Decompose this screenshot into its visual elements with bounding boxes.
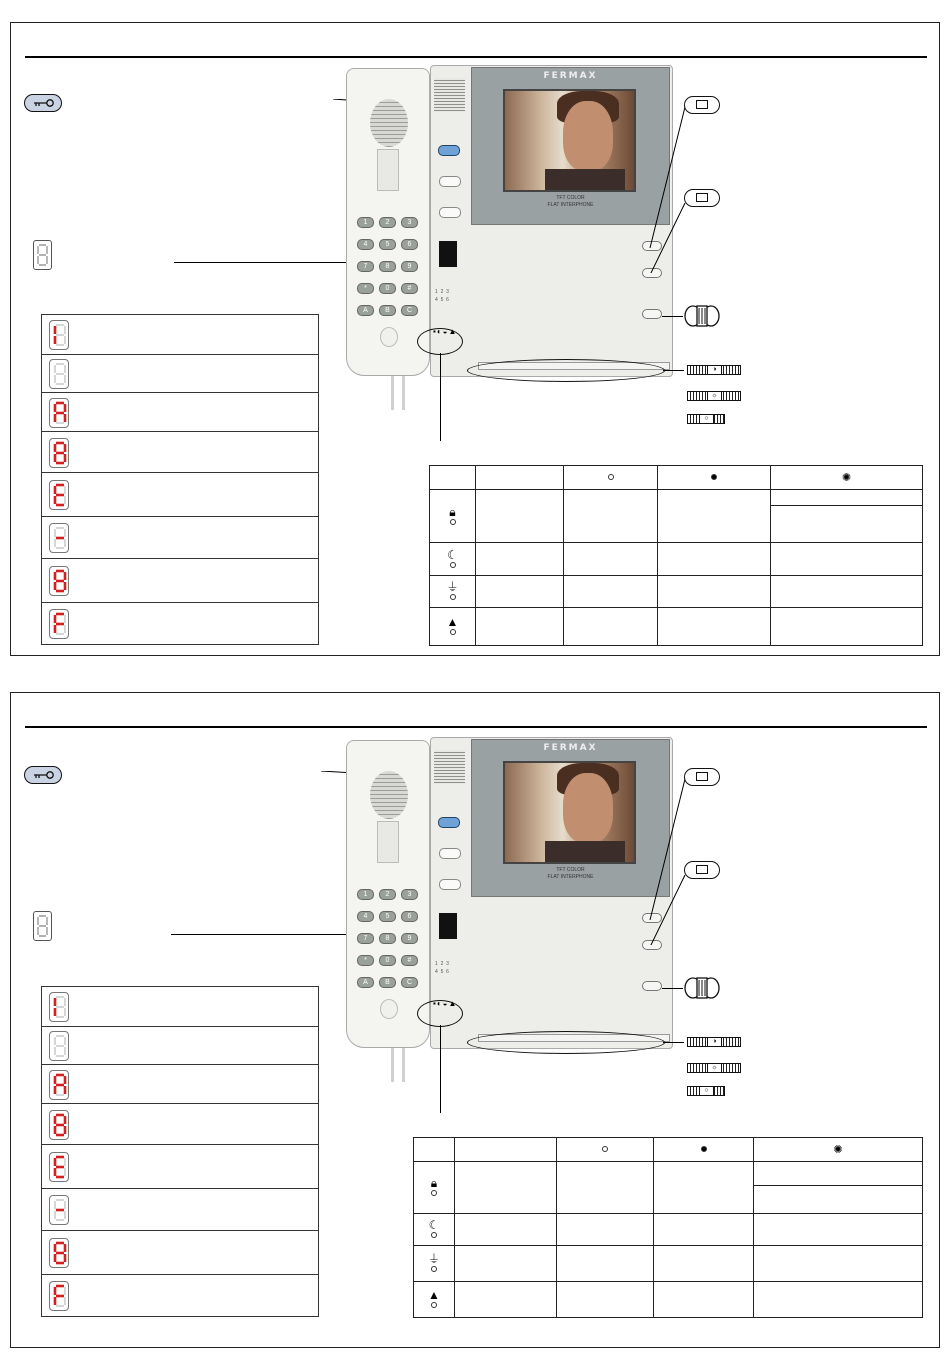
brand-logo: FERMAX — [543, 743, 598, 753]
display-code-d-icon — [49, 438, 69, 468]
keypad-key-8[interactable]: 8 — [379, 261, 396, 272]
moon-icon: ☾ — [428, 1218, 440, 1232]
monitor-button-icon — [684, 768, 720, 786]
led-off-indicator — [608, 474, 614, 480]
keypad-key-2[interactable]: 2 — [379, 889, 396, 900]
warning-icon: ▲ — [428, 1288, 440, 1302]
keypad-key-*[interactable]: * — [357, 955, 374, 966]
led-label-1: 1 — [435, 289, 438, 295]
keypad-key-A[interactable]: A — [357, 977, 374, 988]
display-code-dash-icon — [49, 523, 69, 553]
led-labels — [435, 288, 465, 306]
screen-caption-2: FLAT INTERPHONE — [547, 874, 594, 880]
brightness-slider-icon: ☼ — [687, 1063, 741, 1073]
led-callout-line — [440, 353, 441, 441]
keypad-key-1[interactable]: 1 — [357, 889, 374, 900]
door-key-button-icon — [24, 766, 62, 784]
keypad-key-#[interactable]: # — [401, 283, 418, 294]
screen-caption-2: FLAT INTERPHONE — [547, 202, 594, 208]
display-code-row — [42, 393, 318, 432]
display-code-table — [41, 314, 319, 645]
keypad-key-0[interactable]: 0 — [379, 955, 396, 966]
keypad-key-9[interactable]: 9 — [401, 261, 418, 272]
keypad-key-7[interactable]: 7 — [357, 261, 374, 272]
display-code-row — [42, 1231, 318, 1275]
display-segment-icon — [33, 911, 52, 941]
brightness-slider-icon: ☼ — [687, 391, 741, 401]
display-code-e-icon — [49, 1152, 69, 1182]
led-label-4: 4 — [435, 969, 438, 975]
keypad-key-9[interactable]: 9 — [401, 933, 418, 944]
keypad-key-7[interactable]: 7 — [357, 933, 374, 944]
display-code-row — [42, 517, 318, 559]
door-release-button[interactable] — [438, 817, 460, 828]
display-code-row — [42, 987, 318, 1027]
keypad-key-1[interactable]: 1 — [357, 217, 374, 228]
header-rule — [25, 726, 927, 728]
display-code-row — [42, 355, 318, 393]
led-label-2: 2 — [440, 289, 444, 295]
display-code-row — [42, 432, 318, 473]
contrast-slider-icon: ◑ — [687, 1037, 741, 1047]
display-code-row — [42, 1104, 318, 1145]
keypad-key-3[interactable]: 3 — [401, 217, 418, 228]
door-release-button[interactable] — [438, 145, 460, 156]
display-code-1-icon — [49, 992, 69, 1022]
volume-slider-icon: ○ — [687, 414, 725, 424]
display-code-f-icon — [49, 1281, 69, 1311]
display-code-table — [41, 986, 319, 1317]
keypad-key-B[interactable]: B — [379, 977, 396, 988]
display-code-row — [42, 1275, 318, 1316]
slider-callout-oval — [467, 1031, 665, 1054]
videophone-device — [346, 68, 673, 404]
handset — [346, 68, 430, 376]
display-segment-icon — [33, 240, 52, 270]
led-blinking-indicator: ✺ — [841, 472, 852, 484]
digit-display — [439, 913, 457, 939]
keypad-key-C[interactable]: C — [401, 977, 418, 988]
monitor-button-callouts — [636, 103, 696, 273]
video-screen — [503, 761, 636, 864]
keypad-key-6[interactable]: 6 — [401, 239, 418, 250]
keypad-key-6[interactable]: 6 — [401, 911, 418, 922]
display-code-row — [42, 1189, 318, 1231]
digit-display — [439, 241, 457, 267]
handset — [346, 740, 430, 1048]
keypad-key-B[interactable]: B — [379, 305, 396, 316]
led-labels — [435, 960, 465, 978]
led-off-indicator — [602, 1146, 608, 1152]
display-code-row — [42, 603, 318, 644]
led-label-4: 4 — [435, 297, 438, 303]
display-code-row — [42, 473, 318, 517]
led-callout-oval — [417, 328, 463, 355]
led-label-5: 5 — [440, 297, 444, 303]
display-code-dash-icon — [49, 1195, 69, 1225]
led-status-table — [413, 1137, 923, 1318]
led-label-6: 6 — [446, 297, 449, 303]
volume-slider-icon: ○ — [687, 1086, 725, 1096]
header-rule — [25, 56, 927, 58]
display-code-row — [42, 559, 318, 603]
keypad-key-0[interactable]: 0 — [379, 283, 396, 294]
led-label-5: 5 — [440, 969, 444, 975]
keypad-key-C[interactable]: C — [401, 305, 418, 316]
led-label-6: 6 — [446, 969, 449, 975]
handset-cord — [391, 1048, 405, 1082]
contrast-slider-icon: ◑ — [687, 365, 741, 375]
led-callout-oval — [417, 1000, 463, 1027]
display-code-row — [42, 1145, 318, 1189]
earpiece-speaker — [370, 99, 408, 147]
keypad-key-A[interactable]: A — [357, 305, 374, 316]
display-code-e-icon — [49, 480, 69, 510]
display-code-1-icon — [49, 320, 69, 350]
monitor-button-icon — [684, 861, 720, 879]
led-blinking-indicator: ✺ — [833, 1144, 843, 1156]
keypad-key-8[interactable]: 8 — [379, 933, 396, 944]
status-leds: ▪◐◒▲ — [433, 327, 458, 336]
speaker-grille — [434, 78, 465, 112]
display-code-row — [42, 315, 318, 355]
display-code-row — [42, 1065, 318, 1104]
screen-caption-1: TFT COLOR — [556, 867, 585, 873]
led-label-2: 2 — [440, 961, 444, 967]
monitor-knob[interactable] — [642, 981, 662, 991]
display-code-f-icon — [49, 609, 69, 639]
led-status-table — [429, 465, 923, 646]
keypad-key-5[interactable]: 5 — [379, 911, 396, 922]
keypad-key-*[interactable]: * — [357, 283, 374, 294]
led-on-indicator — [711, 474, 717, 480]
display-code-o-icon — [49, 1238, 69, 1268]
display-code-o-icon — [49, 566, 69, 596]
rotary-knob-icon — [683, 977, 721, 999]
earpiece-speaker — [370, 771, 408, 819]
keypad-key-#[interactable]: # — [401, 955, 418, 966]
moon-icon: ☾ — [447, 547, 458, 562]
videophone-device — [346, 740, 673, 1076]
plug-icon: ⏚ — [446, 580, 459, 594]
screen-caption-1: TFT COLOR — [556, 195, 585, 201]
keypad-key-2[interactable]: 2 — [379, 217, 396, 228]
warning-icon: ▲ — [446, 615, 459, 629]
led-label-3: 3 — [446, 961, 449, 967]
display-code-a-icon — [49, 398, 69, 428]
keypad-key-4[interactable]: 4 — [357, 911, 374, 922]
led-label-3: 3 — [446, 289, 449, 295]
display-code-row — [42, 1027, 318, 1065]
function-button-1[interactable] — [439, 176, 461, 187]
handset-cord — [391, 376, 405, 410]
lock-icon: 🔒︎ — [449, 504, 456, 519]
function-button-2[interactable] — [439, 207, 461, 218]
keypad-key-4[interactable]: 4 — [357, 239, 374, 250]
door-key-button-icon — [24, 94, 62, 112]
plug-icon: ⏚ — [427, 1252, 440, 1266]
monitor-knob[interactable] — [642, 309, 662, 319]
instruction-panel-top — [10, 22, 940, 656]
display-code-d-icon — [49, 1110, 69, 1140]
led-label-1: 1 — [435, 961, 438, 967]
status-leds: ▪◐◒▲ — [433, 999, 458, 1008]
keypad-key-3[interactable]: 3 — [401, 889, 418, 900]
video-screen — [503, 89, 636, 192]
rotary-knob-icon — [683, 305, 721, 327]
monitor-button-callouts — [636, 775, 696, 945]
function-button-1[interactable] — [439, 848, 461, 859]
slider-callout-oval — [467, 359, 665, 382]
display-code-blank-icon — [49, 1031, 69, 1061]
lock-icon: 🔒︎ — [430, 1176, 438, 1190]
monitor-button-icon — [684, 96, 720, 114]
led-on-indicator — [701, 1146, 707, 1152]
keypad-key-5[interactable]: 5 — [379, 239, 396, 250]
brand-logo: FERMAX — [543, 71, 598, 81]
speaker-grille — [434, 750, 465, 784]
monitor-button-icon — [684, 189, 720, 207]
display-code-blank-icon — [49, 359, 69, 389]
function-button-2[interactable] — [439, 879, 461, 890]
led-callout-line — [440, 1025, 441, 1113]
display-code-a-icon — [49, 1070, 69, 1100]
instruction-panel-bottom — [10, 692, 940, 1348]
